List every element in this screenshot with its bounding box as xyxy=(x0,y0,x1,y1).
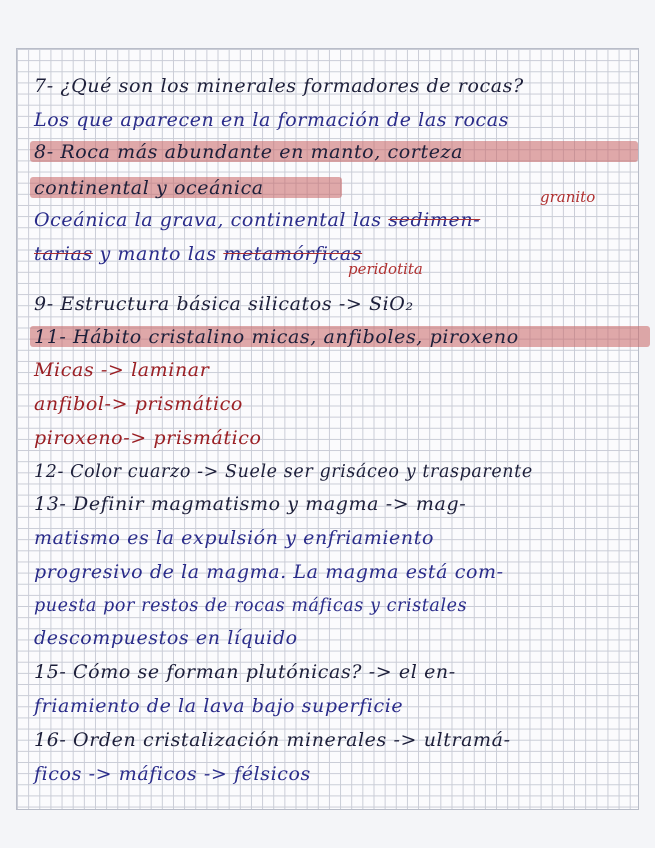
answer-11-micas: Micas -> laminar xyxy=(34,359,210,381)
answer-13-line3: puesta por restos de rocas máficas y cristales xyxy=(34,596,468,616)
answer-15: friamiento de la lava bajo superficie xyxy=(34,695,404,717)
question-8-cont: continental y oceánica xyxy=(34,177,264,199)
question-15: 15- Cómo se forman plutónicas? -> el en- xyxy=(34,661,456,683)
answer-16: ficos -> máficos -> félsicos xyxy=(34,763,311,785)
question-11: 11- Hábito cristalino micas, anfiboles, piroxeno xyxy=(34,326,519,348)
struck-word-sedimen: sedimen- xyxy=(388,209,481,231)
answer-8-line1 xyxy=(34,206,480,234)
answer-8-line2 xyxy=(34,240,362,268)
struck-word-tarias: tarias xyxy=(34,243,93,265)
answer-7: Los que aparecen en la formación de las rocas xyxy=(34,109,510,131)
answer-11-piroxeno: piroxeno-> prismático xyxy=(34,427,262,449)
question-12: 12- Color cuarzo -> Suele ser grisáceo y trasparente xyxy=(34,462,533,482)
question-16: 16- Orden cristalización minerales -> ultramá- xyxy=(34,729,511,751)
annotation-peridotita: peridotita xyxy=(348,260,423,278)
answer-13-line4: descompuestos en líquido xyxy=(34,627,298,649)
answer-11-anfibol: anfibol-> prismático xyxy=(34,393,243,415)
struck-word-metamorficas: metamórficas xyxy=(223,243,363,265)
answer-8-text: Oceánica la grava, continental las xyxy=(34,209,389,231)
question-8: 8- Roca más abundante en manto, corteza xyxy=(34,141,464,163)
question-9: 9- Estructura básica silicatos -> SiO₂ xyxy=(34,293,414,315)
answer-13-line2: progresivo de la magma. La magma está com- xyxy=(34,561,504,583)
answer-8-text-2: y manto las xyxy=(92,243,224,265)
question-13: 13- Definir magmatismo y magma -> mag- xyxy=(34,493,467,515)
question-7: 7- ¿Qué son los minerales formadores de rocas? xyxy=(34,75,524,97)
annotation-granito: granito xyxy=(540,188,596,206)
answer-13-line1: matismo es la expulsión y enfriamiento xyxy=(34,527,434,549)
